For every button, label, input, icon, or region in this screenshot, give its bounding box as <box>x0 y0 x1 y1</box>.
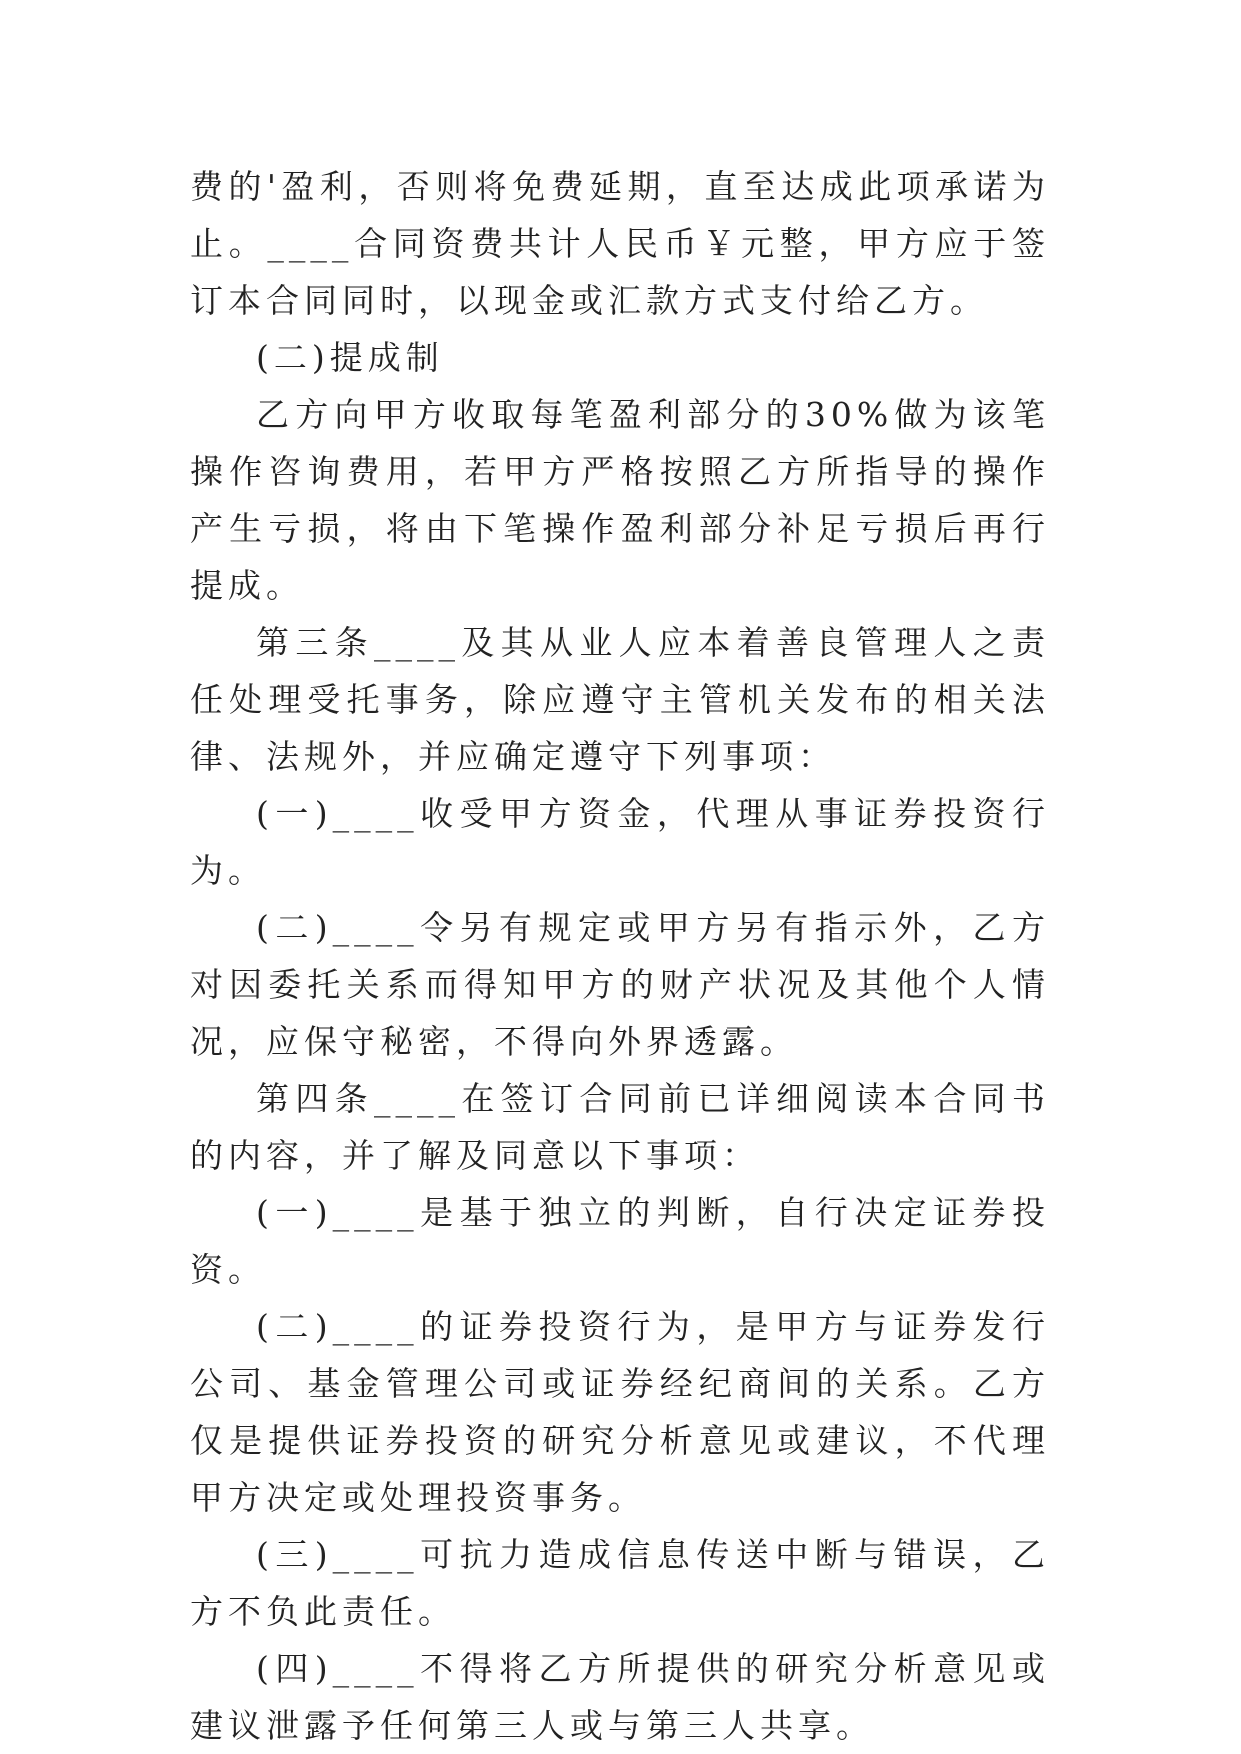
paragraph-article-three: 第三条____及其从业人应本着善良管理人之责任处理受托事务，除应遵守主管机关发布的相关法律、法规外，并应确定遵守下列事项： <box>190 623 1050 776</box>
paragraph-article-three-item-two: (二)____令另有规定或甲方另有指示外，乙方对因委托关系而得知甲方的财产状况及其他个人情况，应保守秘密，不得向外界透露。 <box>190 908 1050 1061</box>
paragraph-article-four-item-one: (一)____是基于独立的判断，自行决定证券投资。 <box>190 1193 1050 1289</box>
paragraph-article-four-item-four: (四)____不得将乙方所提供的研究分析意见或建议泄露予任何第三人或与第三人共享。 <box>190 1649 1050 1745</box>
paragraph-commission-heading: (二)提成制 <box>256 338 444 377</box>
paragraph-article-three-item-one: (一)____收受甲方资金，代理从事证券投资行为。 <box>190 794 1050 890</box>
paragraph-article-four-item-three: (三)____可抗力造成信息传送中断与错误，乙方不负此责任。 <box>190 1535 1050 1631</box>
paragraph-commission-terms: 乙方向甲方收取每笔盈利部分的30%做为该笔操作咨询费用，若甲方严格按照乙方所指导的操作产生亏损，将由下笔操作盈利部分补足亏损后再行提成。 <box>190 395 1050 605</box>
paragraph-article-four-item-two: (二)____的证券投资行为，是甲方与证券发行公司、基金管理公司或证券经纪商间的关系。乙方仅是提供证券投资的研究分析意见或建议，不代理甲方决定或处理投资事务。 <box>190 1307 1050 1517</box>
document-body <box>190 158 1050 1754</box>
paragraph-article-four: 第四条____在签订合同前已详细阅读本合同书的内容，并了解及同意以下事项： <box>190 1079 1050 1175</box>
paragraph-fee-continuation: 费的'盈利，否则将免费延期，直至达成此项承诺为止。____合同资费共计人民币￥元整，甲方应于签订本合同同时，以现金或汇款方式支付给乙方。 <box>190 167 1050 320</box>
